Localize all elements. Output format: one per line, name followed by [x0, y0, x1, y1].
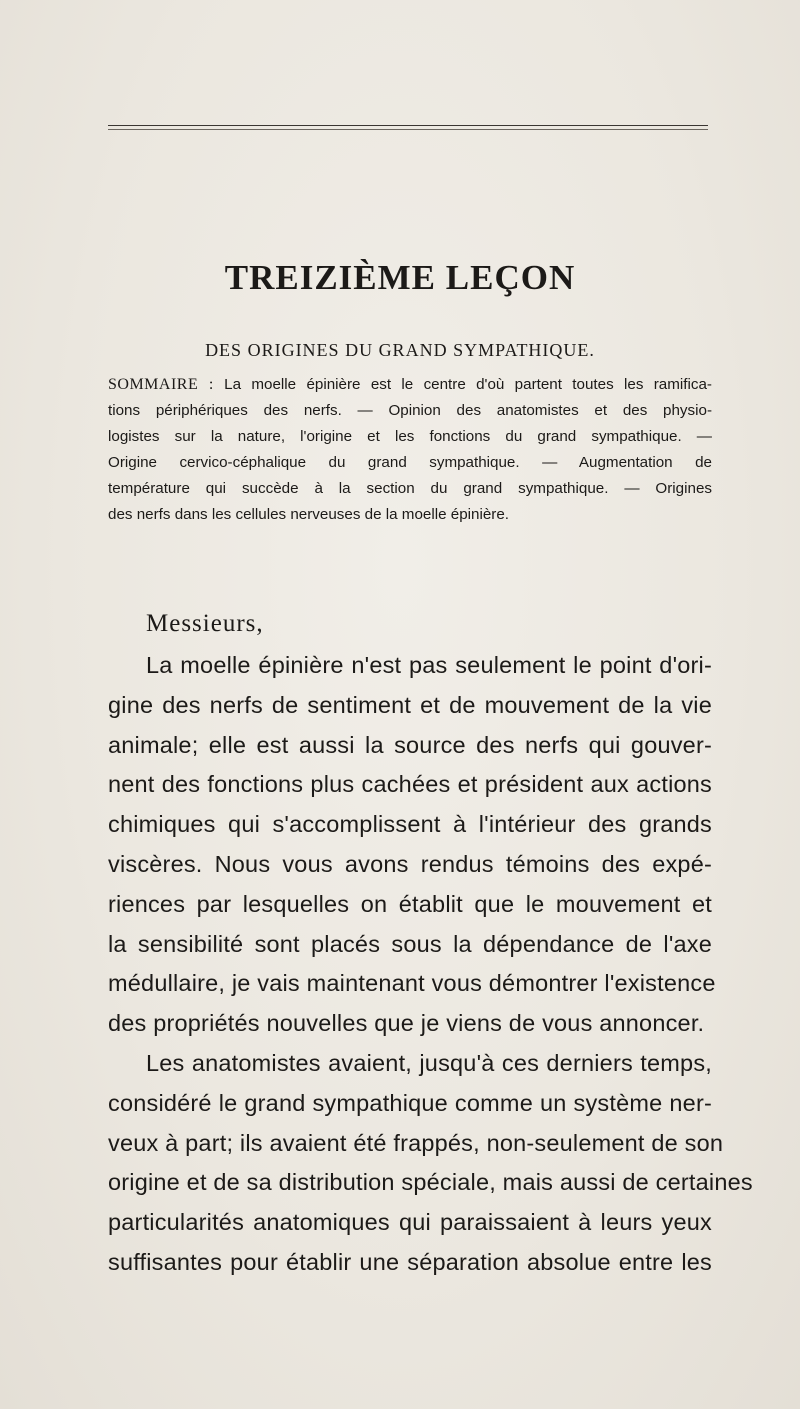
top-rule [108, 125, 708, 126]
summary-line: Origine cervico-céphalique du grand sympathique. — Augmentation de [108, 454, 712, 471]
body-text [108, 646, 753, 1283]
summary-line: des nerfs dans les cellules nerveuses de la moelle épinière. [108, 506, 510, 523]
summary-lead: SOMMAIRE : [108, 376, 214, 393]
summary-line: température qui succède à la section du grand sympathique. — Origines [108, 480, 712, 497]
body-line: riences par lesquelles on établit que le mouvement et [108, 890, 712, 917]
summary-line [108, 372, 712, 398]
body-line: gine des nerfs de sentiment et de mouvement de la vie [108, 691, 712, 718]
body-line: nent des fonctions plus cachées et président aux actions [108, 771, 712, 798]
body-line: des propriétés nouvelles que je viens de vous annoncer. [108, 1010, 705, 1037]
chapter-subtitle: DES ORIGINES DU GRAND SYMPATHIQUE. [205, 340, 595, 360]
body-line: médullaire, je vais maintenant vous démontrer l'existence [108, 970, 716, 997]
body-line: chimiques qui s'accomplissent à l'intérieur des grands [108, 811, 712, 838]
summary-block [108, 372, 712, 528]
body-line: animale; elle est aussi la source des nerfs qui gouver- [108, 731, 712, 758]
summary-line: tions périphériques des nerfs. — Opinion des anatomistes et des physio- [108, 402, 712, 419]
body-line: Les anatomistes avaient, jusqu'à ces derniers temps, [146, 1049, 712, 1076]
summary-line: logistes sur la nature, l'origine et les fonctions du grand sympathique. — [108, 428, 712, 445]
chapter-title: TREIZIÈME LEÇON [224, 258, 576, 297]
salutation: Messieurs, [146, 610, 264, 637]
body-line: viscères. Nous vous avons rendus témoins des expé- [108, 850, 712, 877]
top-rule-thin [108, 129, 708, 130]
body-line: origine et de sa distribution spéciale, mais aussi de certaines [108, 1169, 753, 1196]
body-line: particularités anatomiques qui paraissaient à leurs yeux [108, 1209, 712, 1236]
body-line: suffisantes pour établir une séparation absolue entre les [108, 1248, 712, 1275]
body-line: considéré le grand sympathique comme un système ner- [108, 1089, 712, 1116]
body-line: La moelle épinière n'est pas seulement le point d'ori- [146, 652, 712, 678]
body-line: la sensibilité sont placés sous la dépendance de l'axe [108, 930, 712, 957]
body-line: veux à part; ils avaient été frappés, non-seulement de son [108, 1129, 724, 1156]
summary-line-text: La moelle épinière est le centre d'où partent toutes les ramifica- [224, 376, 712, 393]
